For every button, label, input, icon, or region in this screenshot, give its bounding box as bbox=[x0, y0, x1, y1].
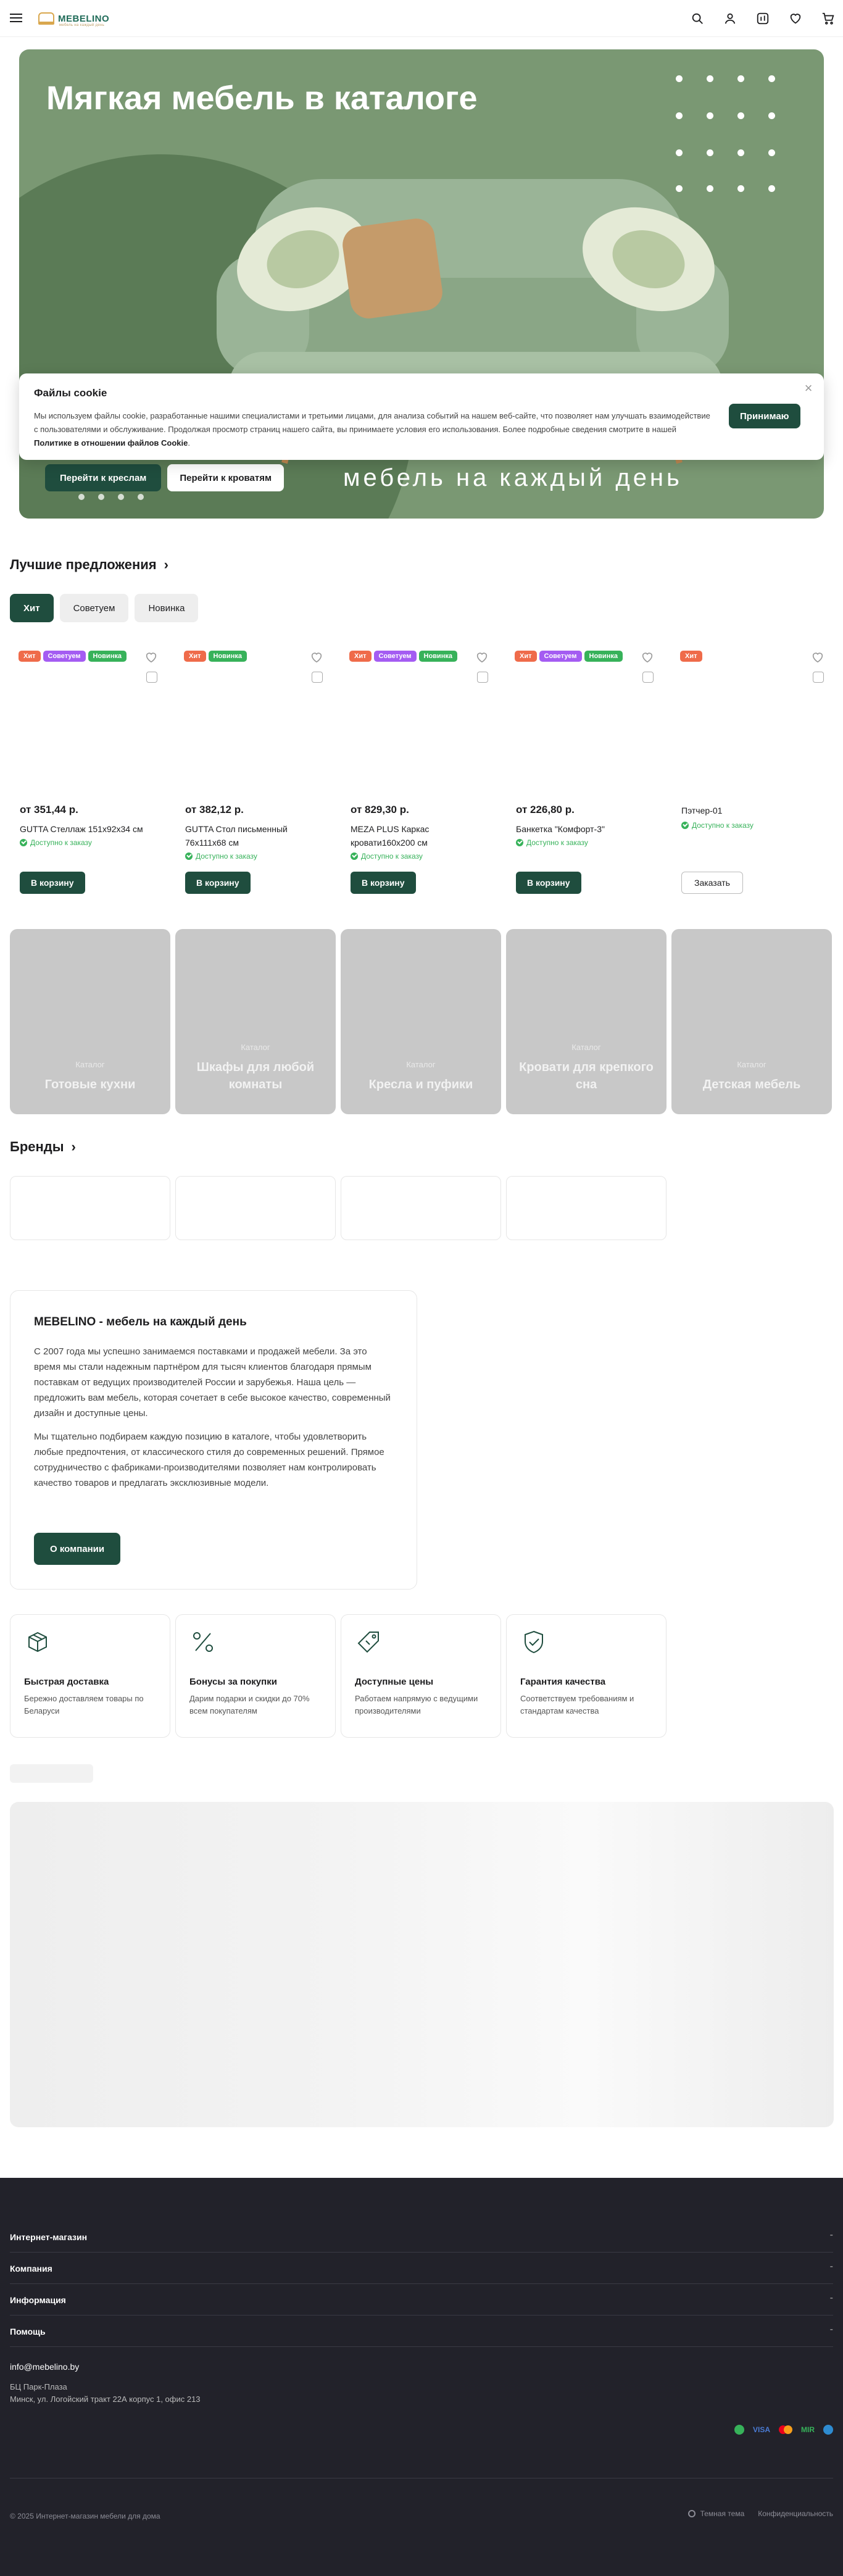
cookie-text: Мы используем файлы cookie, разработанные нашими специалистами и третьими лицами, для анализа событий на нашем веб-сайте, что позволяет нам улучшать взаимодействие с пользователями и обслуживание. Продолжая просмотр страниц нашего сайта, вы принимаете условия его использования. Более подробные сведения смотрите в нашей Политике в отношении файлов Cookie. bbox=[34, 411, 710, 448]
product-card[interactable] bbox=[175, 642, 337, 901]
compare-icon[interactable] bbox=[754, 10, 771, 27]
product-price: от 829,30 р. bbox=[351, 804, 409, 815]
payment-methods bbox=[734, 2425, 833, 2435]
check-circle-icon bbox=[351, 852, 358, 860]
mastercard-icon bbox=[779, 2425, 792, 2434]
category-name: Кровати для крепкого сна bbox=[519, 1061, 654, 1091]
badge-advice: Советуем bbox=[539, 651, 582, 662]
availability-status bbox=[20, 838, 92, 847]
brand-logo-card[interactable] bbox=[175, 1176, 336, 1240]
offers-heading[interactable] bbox=[10, 557, 168, 573]
about-paragraph: Мы тщательно подбираем каждую позицию в каталоге, чтобы удовлетворить любые предпочтения, от классического стиля до современных решений. Прямое сотрудничество с фабриками-производителями позволяет нам контролировать качество товаров и предлагать эксклюзивные модели. bbox=[34, 1432, 384, 1488]
category-card[interactable] bbox=[10, 929, 170, 1114]
category-kicker: Каталог bbox=[571, 1043, 601, 1052]
product-card[interactable] bbox=[341, 642, 502, 901]
shield-check-icon bbox=[520, 1628, 547, 1656]
site-footer bbox=[0, 2178, 843, 2576]
footer-email[interactable]: info@mebelino.by bbox=[10, 2362, 80, 2372]
feature-text: Работаем напрямую с ведущими производителями bbox=[355, 1694, 478, 1715]
availability-text: Доступно к заказу bbox=[196, 852, 257, 861]
percent-icon bbox=[189, 1628, 217, 1656]
brands-heading[interactable] bbox=[10, 1139, 76, 1155]
footer-section-info[interactable] bbox=[10, 2284, 833, 2315]
add-to-cart-button[interactable]: В корзину bbox=[351, 872, 416, 894]
availability-status bbox=[516, 838, 588, 847]
product-name[interactable]: Банкетка "Комфорт-3" bbox=[516, 824, 605, 834]
product-name[interactable]: Пэтчер-01 bbox=[681, 806, 723, 815]
footer-section-title: Компания bbox=[10, 2264, 52, 2274]
hero-slogan: мебель на каждый день bbox=[343, 464, 683, 491]
feature-card bbox=[10, 1614, 170, 1738]
offers-tabs bbox=[10, 594, 198, 622]
heart-icon[interactable] bbox=[811, 651, 826, 665]
heart-icon[interactable] bbox=[641, 651, 655, 665]
badge-hit: Хит bbox=[19, 651, 41, 662]
slide-dot[interactable] bbox=[78, 494, 85, 500]
brand-logo-card[interactable] bbox=[506, 1176, 667, 1240]
category-name: Кресла и пуфики bbox=[368, 1078, 473, 1091]
hero-title: Мягкая мебель в каталоге bbox=[46, 80, 478, 117]
brand-logo-card[interactable] bbox=[10, 1176, 170, 1240]
collapse-icon: - bbox=[829, 2261, 833, 2272]
accept-cookie-button[interactable]: Принимаю bbox=[729, 404, 800, 428]
footer-section-title: Помощь bbox=[10, 2327, 46, 2336]
feature-title: Доступные цены bbox=[355, 1677, 434, 1687]
chevron-right-icon: › bbox=[71, 1139, 76, 1154]
compare-icon[interactable] bbox=[642, 672, 654, 683]
availability-status bbox=[681, 821, 754, 830]
user-icon[interactable] bbox=[721, 10, 739, 27]
theme-toggle[interactable] bbox=[688, 2509, 745, 2518]
product-card[interactable] bbox=[506, 642, 668, 901]
loading-content-placeholder bbox=[10, 1802, 834, 2127]
slider-pagination bbox=[78, 494, 144, 500]
category-name: Шкафы для любой комнаты bbox=[196, 1061, 315, 1091]
theme-label: Темная тема bbox=[700, 2509, 745, 2518]
sofa-logo-icon bbox=[38, 12, 54, 25]
slide-dot[interactable] bbox=[98, 494, 104, 500]
badge-advice: Советуем bbox=[43, 651, 86, 662]
category-grid bbox=[10, 929, 843, 1114]
category-kicker: Каталог bbox=[75, 1060, 105, 1069]
brands-title: Бренды bbox=[10, 1139, 64, 1154]
about-title: MEBELINO - мебель на каждый день bbox=[34, 1315, 247, 1328]
category-name: Детская мебель bbox=[702, 1078, 801, 1091]
cookie-title: Файлы cookie bbox=[34, 387, 107, 399]
feature-card bbox=[341, 1614, 501, 1738]
slide-dot[interactable] bbox=[118, 494, 124, 500]
availability-text: Доступно к заказу bbox=[30, 838, 92, 847]
feature-title: Бонусы за покупки bbox=[189, 1677, 277, 1687]
footer-section-store[interactable] bbox=[10, 2221, 833, 2253]
chevron-right-icon: › bbox=[164, 557, 168, 572]
visa-icon: VISA bbox=[752, 2425, 770, 2434]
badge-new: Новинка bbox=[584, 651, 623, 662]
price-tag-icon bbox=[355, 1628, 382, 1656]
badge-hit: Хит bbox=[680, 651, 702, 662]
product-name[interactable]: GUTTA Стол письменный 76x111x68 см bbox=[185, 824, 288, 848]
about-card bbox=[10, 1290, 417, 1590]
availability-text: Доступно к заказу bbox=[526, 838, 588, 847]
category-card[interactable] bbox=[506, 929, 667, 1114]
compare-icon[interactable] bbox=[813, 672, 824, 683]
heart-icon[interactable] bbox=[475, 651, 490, 665]
heart-icon[interactable] bbox=[310, 651, 325, 665]
badge-new: Новинка bbox=[419, 651, 457, 662]
go-to-beds-button[interactable]: Перейти к кроватям bbox=[167, 464, 284, 491]
product-name[interactable]: MEZA PLUS Каркас кровати160x200 см bbox=[351, 824, 430, 848]
collapse-icon: - bbox=[829, 2324, 833, 2335]
compare-icon[interactable] bbox=[312, 672, 323, 683]
loading-title-placeholder bbox=[10, 1764, 93, 1783]
footer-address: Минск, ул. Логойский тракт 22А корпус 1, офис 213 bbox=[10, 2395, 201, 2404]
category-name: Готовые кухни bbox=[44, 1078, 136, 1091]
menu-icon[interactable] bbox=[10, 11, 22, 26]
box-icon bbox=[24, 1628, 51, 1656]
category-kicker: Каталог bbox=[241, 1043, 270, 1052]
category-card[interactable] bbox=[175, 929, 336, 1114]
logo-tagline: мебель на каждый день bbox=[59, 23, 105, 27]
badge-hit: Хит bbox=[515, 651, 537, 662]
about-company-button[interactable]: О компании bbox=[34, 1533, 120, 1565]
slide-dot[interactable] bbox=[138, 494, 144, 500]
search-icon[interactable] bbox=[689, 10, 706, 27]
feature-card bbox=[175, 1614, 336, 1738]
footer-section-company[interactable] bbox=[10, 2253, 833, 2284]
product-card[interactable] bbox=[671, 642, 833, 901]
category-kicker: Каталог bbox=[737, 1060, 766, 1069]
brand-list bbox=[10, 1176, 667, 1240]
footer-section-help[interactable] bbox=[10, 2315, 833, 2347]
availability-status bbox=[351, 852, 423, 861]
availability-status bbox=[185, 852, 257, 861]
heart-icon[interactable] bbox=[144, 651, 159, 665]
check-circle-icon bbox=[681, 822, 689, 829]
badge-hit: Хит bbox=[349, 651, 372, 662]
badge-new: Новинка bbox=[209, 651, 247, 662]
category-card[interactable] bbox=[671, 929, 832, 1114]
compare-icon[interactable] bbox=[146, 672, 157, 683]
badge-advice: Советуем bbox=[374, 651, 417, 662]
footer-section-title: Интернет-магазин bbox=[10, 2232, 88, 2242]
add-to-cart-button[interactable]: В корзину bbox=[185, 872, 251, 894]
badge-new: Новинка bbox=[88, 651, 127, 662]
collapse-icon: - bbox=[829, 2293, 833, 2303]
feature-title: Гарантия качества bbox=[520, 1677, 606, 1687]
check-circle-icon bbox=[185, 852, 193, 860]
badge-hit: Хит bbox=[184, 651, 206, 662]
feature-text: Дарим подарки и скидки до 70% всем покупателям bbox=[189, 1694, 310, 1715]
features-list bbox=[10, 1614, 667, 1738]
tab-advice[interactable]: Советуем bbox=[60, 594, 129, 622]
offers-title: Лучшие предложения bbox=[10, 557, 157, 572]
tab-new[interactable]: Новинка bbox=[135, 594, 198, 622]
product-card[interactable] bbox=[10, 642, 172, 901]
add-to-cart-button[interactable]: В корзину bbox=[516, 872, 581, 894]
product-price: от 351,44 р. bbox=[20, 804, 78, 815]
feature-text: Бережно доставляем товары по Беларуси bbox=[24, 1694, 144, 1715]
cookie-banner bbox=[19, 373, 824, 460]
theme-icon bbox=[688, 2510, 696, 2517]
availability-text: Доступно к заказу bbox=[692, 821, 754, 830]
product-list bbox=[10, 642, 843, 901]
logo-text: MEBELINO bbox=[58, 13, 110, 24]
privacy-link[interactable]: Конфиденциальность bbox=[758, 2509, 833, 2518]
cookie-policy-link[interactable]: Политике в отношении файлов Cookie bbox=[34, 438, 188, 448]
heart-icon[interactable] bbox=[787, 10, 804, 27]
copyright: © 2025 Интернет-магазин мебели для дома bbox=[10, 2512, 160, 2520]
check-circle-icon bbox=[516, 839, 523, 846]
mir-icon: MIR bbox=[801, 2425, 815, 2434]
product-price: от 382,12 р. bbox=[185, 804, 244, 815]
footer-section-title: Информация bbox=[10, 2295, 66, 2305]
collapse-icon: - bbox=[829, 2230, 833, 2240]
pay-system-icon bbox=[734, 2425, 744, 2435]
category-card[interactable] bbox=[341, 929, 501, 1114]
go-to-armchairs-button[interactable]: Перейти к креслам bbox=[45, 464, 161, 491]
compare-icon[interactable] bbox=[477, 672, 488, 683]
category-kicker: Каталог bbox=[406, 1060, 436, 1069]
close-icon[interactable]: × bbox=[804, 380, 813, 396]
feature-card bbox=[506, 1614, 667, 1738]
cart-icon[interactable] bbox=[820, 10, 837, 27]
order-button[interactable]: Заказать bbox=[681, 872, 743, 894]
product-price: от 226,80 р. bbox=[516, 804, 575, 815]
site-header bbox=[0, 0, 843, 37]
check-circle-icon bbox=[20, 839, 27, 846]
brand-logo-card[interactable] bbox=[341, 1176, 501, 1240]
about-paragraph: С 2007 года мы успешно занимаемся поставками и продажей мебели. За это время мы стали надежным партнёром для тысяч клиентов благодаря прямым поставкам от ведущих производителей России и зарубежья. Наша цель — предложить вам мебель, которая сочетает в себе высокое качество, современный дизайн и доступные цены. bbox=[34, 1346, 391, 1419]
cookie-body: Мы используем файлы cookie, разработанные нашими специалистами и третьими лицами, для анализа событий на нашем веб-сайте, что позволяет нам улучшать взаимодействие с пользователями и обслуживание. Продолжая просмотр страниц нашего сайта, вы принимаете условия его использования. Более подробные сведения смотрите в нашей bbox=[34, 411, 710, 434]
feature-text: Соответствуем требованиям и стандартам качества bbox=[520, 1694, 634, 1715]
site-logo[interactable] bbox=[38, 7, 109, 30]
tab-hit[interactable]: Хит bbox=[10, 594, 54, 622]
availability-text: Доступно к заказу bbox=[361, 852, 423, 861]
belkart-icon bbox=[823, 2425, 833, 2435]
feature-title: Быстрая доставка bbox=[24, 1677, 109, 1687]
footer-address-title: БЦ Парк-Плаза bbox=[10, 2382, 67, 2391]
product-name[interactable]: GUTTA Стеллаж 151x92x34 см bbox=[20, 824, 143, 834]
add-to-cart-button[interactable]: В корзину bbox=[20, 872, 85, 894]
